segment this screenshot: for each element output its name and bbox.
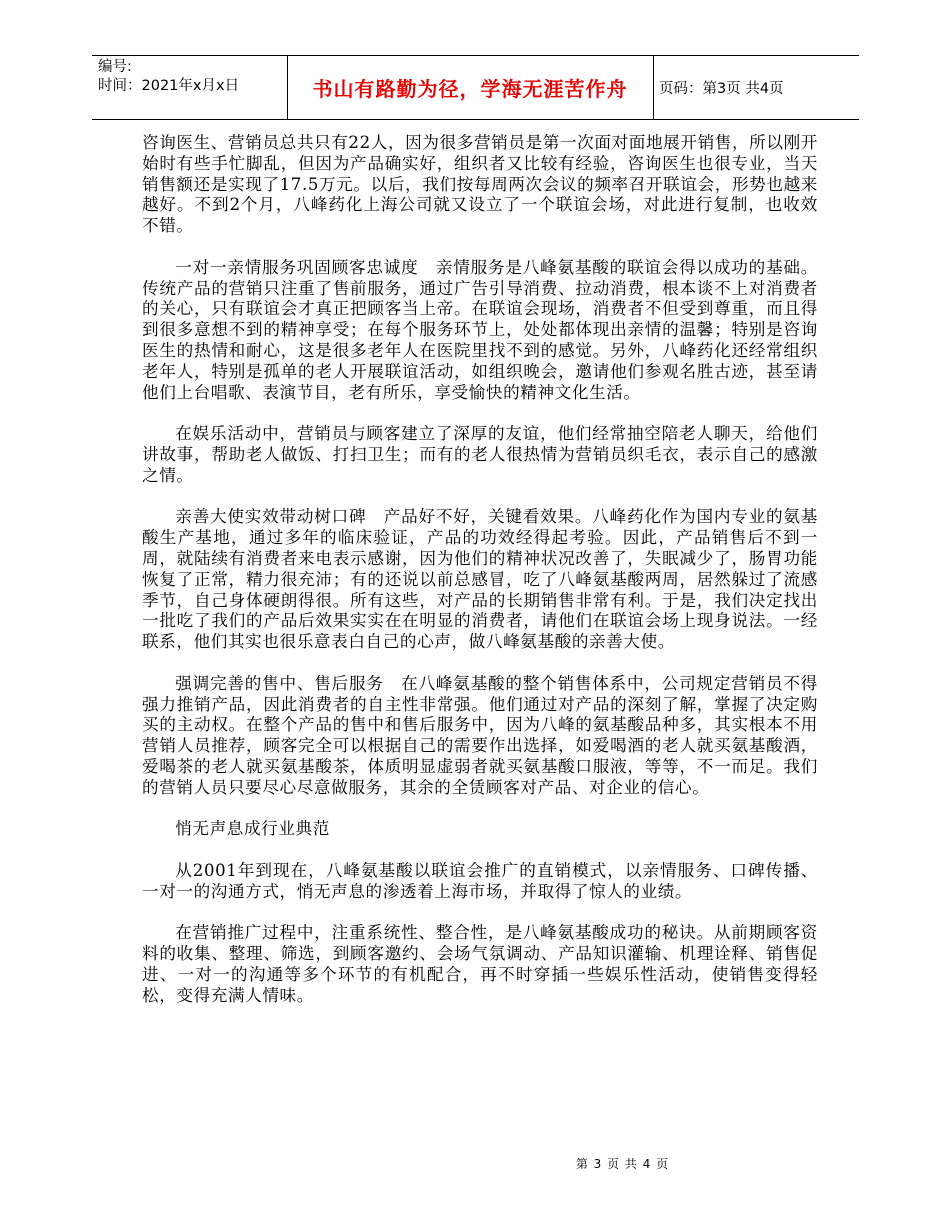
page-footer: 第 3 页 共 4 页 <box>575 1157 670 1171</box>
paragraph-2: 一对一亲情服务巩固顾客忠诚度 亲情服务是八峰氨基酸的联谊会得以成功的基础。传统产品的营销只注重了售前服务，通过广告引导消费、拉动消费，根本谈不上对消费者的关心，只有联谊会才真正把顾客当上帝。在联谊会现场，消费者不但受到尊重，而且得到很多意想不到的精神享受；在每个服务环节上，处处都体现出亲情的温馨；特别是咨询医生的热情和耐心，这是很多老年人在医院里找不到的感觉。另外，八峰药化还经常组织老年人，特别是孤单的老人开展联谊活动，如组织晚会，邀请他们参观名胜古迹，甚至请他们上台唱歌、表演节目，老有所乐，享受愉快的精神文化生活。 <box>142 257 818 402</box>
header-page-number: 页码：第3页 共4页 <box>659 80 784 97</box>
page-header <box>92 55 859 120</box>
header-motto: 书山有路勤为径，学海无涯苦作舟 <box>312 76 628 101</box>
header-divider-right <box>653 56 654 119</box>
paragraph-6: 从2001年到现在，八峰氨基酸以联谊会推广的直销模式，以亲情服务、口碑传播、一对一的沟通方式，悄无声息的渗透着上海市场，并取得了惊人的业绩。 <box>142 860 818 901</box>
paragraph-3: 在娱乐活动中，营销员与顾客建立了深厚的友谊，他们经常抽空陪老人聊天，给他们讲故事，帮助老人做饭、打扫卫生；而有的老人很热情为营销员织毛衣，表示自己的感激之情。 <box>142 424 818 485</box>
header-meta <box>98 58 239 96</box>
paragraph-4: 亲善大使实效带动树口碑 产品好不好，关键看效果。八峰药化作为国内专业的氨基酸生产基地，通过多年的临床验证，产品的功效经得起考验。因此，产品销售后不到一周，就陆续有消费者来电表示感谢，因为他们的精神状况改善了，失眠减少了，肠胃功能恢复了正常，精力很充沛；有的还说以前总感冒，吃了八峰氨基酸两周，居然躲过了流感季节，自己身体硬朗得很。所有这些，对产品的长期销售非常有利。于是，我们决定找出一批吃了我们的产品后效果实实在在明显的消费者，请他们在联谊会场上现身说法。一经联系，他们其实也很乐意表白自己的心声，做八峰氨基酸的亲善大使。 <box>142 507 818 652</box>
section-heading: 悄无声息成行业典范 <box>175 819 330 839</box>
paragraph-5: 强调完善的售中、售后服务 在八峰氨基酸的整个销售体系中，公司规定营销员不得强力推销产品，因此消费者的自主性非常强。他们通过对产品的深刻了解，掌握了决定购买的主动权。在整个产品的售中和售后服务中，因为八峰的氨基酸品种多，其实根本不用营销人员推荐，顾客完全可以根据自己的需要作出选择，如爱喝酒的老人就买氨基酸酒，爱喝茶的老人就买氨基酸茶，体质明显虚弱者就买氨基酸口服液，等等，不一而足。我们的营销人员只要尽心尽意做服务，其余的全赁顾客对产品、对企业的信心。 <box>142 673 818 797</box>
document-body <box>142 133 818 1006</box>
paragraph-1: 咨询医生、营销员总共只有22人，因为很多营销员是第一次面对面地展开销售，所以刚开始时有些手忙脚乱，但因为产品确实好，组织者又比较有经验，咨询医生也很专业，当天销售额还是实现了17.5万元。以后，我们按每周两次会议的频率召开联谊会，形势也越来越好。不到2个月，八峰药化上海公司就又设立了一个联谊会场，对此进行复制，也收效不错。 <box>142 133 818 236</box>
document-date-label: 时间：2021年x月x日 <box>98 78 240 94</box>
paragraph-7: 在营销推广过程中，注重系统性、整合性，是八峰氨基酸成功的秘诀。从前期顾客资料的收集、整理、筛选，到顾客邀约、会场气氛调动、产品知识灌输、机理诠释、销售促进、一对一的沟通等多个环节的有机配合，再不时穿插一些娱乐性活动，使销售变得轻松，变得充满人情味。 <box>142 923 818 1005</box>
document-number-label: 编号: <box>98 59 132 75</box>
